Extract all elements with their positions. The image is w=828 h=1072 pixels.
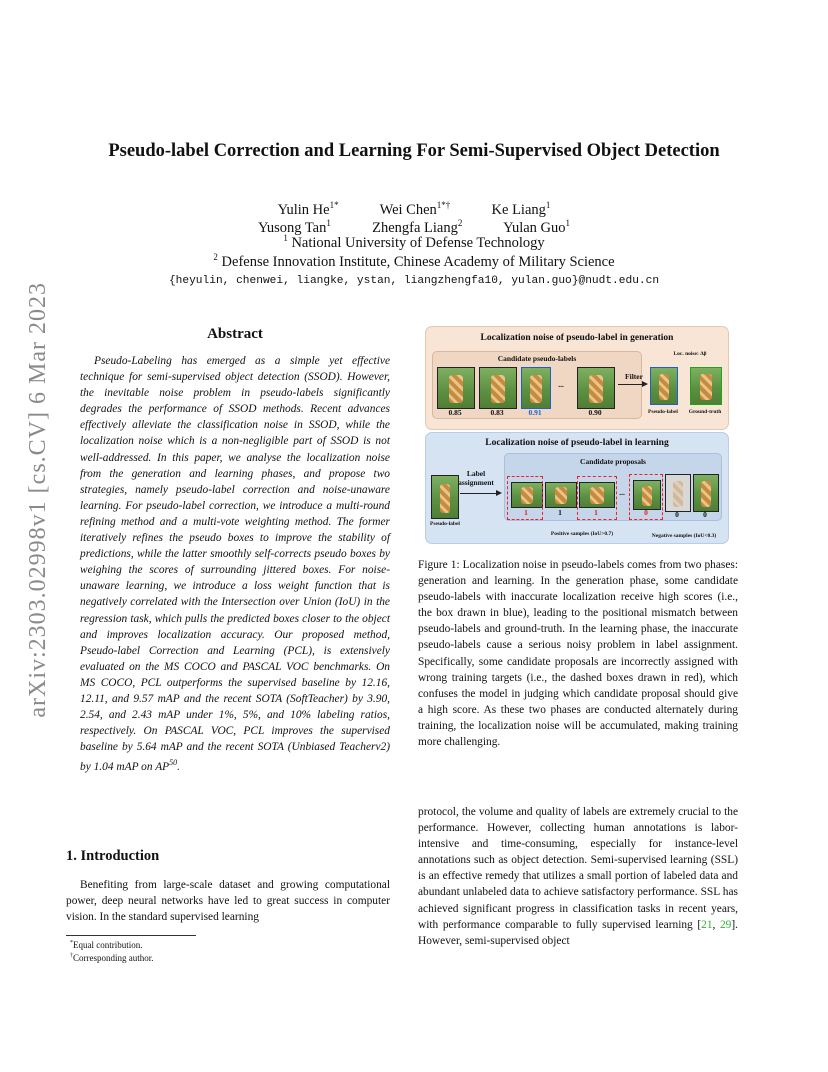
figure-caption: Figure 1: Localization noise in pseudo-labels comes from two phases: generation and learning. In the generation phase, some candidate pseudo-labels with inaccurate localization receive high scores (i.e., the box drawn in blue), leading to the positional mismatch between pseudo-labels and ground-truth. In the learning phase, the inaccurate pseudo-labels cause a serious noisy problem in label assignment. Specifically, some candidate proposals are incorrectly assigned with wrong training targets (i.e., the dashed boxes drawn in red), which confuses the model in judging which candidate proposal should give a high score. As these two phases are conducted alternately during training, the localization noise will be accumulated, making training more challenging. xyxy=(418,559,738,749)
citation-link[interactable]: 21 xyxy=(701,918,713,931)
proposals-label: Candidate proposals xyxy=(580,457,646,466)
author: Zhengfa Liang$^2$ xyxy=(372,218,463,236)
candidates-label: Candidate pseudo-labels xyxy=(497,354,577,363)
score: 0.83 xyxy=(490,408,504,417)
score: 0.90 xyxy=(588,408,602,417)
target: 0 xyxy=(703,510,707,519)
score: 0.85 xyxy=(448,408,462,417)
candidate-image xyxy=(437,367,475,409)
footnote-rule xyxy=(66,935,196,936)
learning-panel xyxy=(425,432,729,544)
intro-heading: 1. Introduction xyxy=(66,848,160,864)
proposals-box xyxy=(504,453,722,521)
candidate-image-blue xyxy=(521,367,551,409)
citation-link[interactable]: 29 xyxy=(719,918,732,931)
label-assignment-label: Label assignment xyxy=(458,469,494,487)
author-emails: {heyulin, chenwei, liangke, ystan, liangzhengfa10, yulan.guo}@nudt.edu.cn xyxy=(168,275,660,287)
pseudo-label-left-image xyxy=(431,475,459,519)
figure-1 xyxy=(425,326,729,544)
affiliation-1: $^1$ National University of Defense Technology xyxy=(283,233,545,251)
author: Wei Chen$^{1*\dagger}$ xyxy=(379,200,451,218)
candidate-image xyxy=(479,367,517,409)
target: 1 xyxy=(558,508,562,517)
author: Yulan Guo$^1$ xyxy=(503,218,571,236)
learning-title: Localization noise of pseudo-label in learning xyxy=(485,438,669,448)
pseudo-label-caption: Pseudo-label xyxy=(648,409,678,415)
arxiv-id: arXiv:2303.02998v1 [cs.CV] 6 Mar 2023 xyxy=(24,282,51,718)
intro-body: Benefiting from large-scale dataset and growing computational power, deep neural networks have led to great success in computer vision. In the standard supervised learning xyxy=(66,879,390,924)
ground-truth-caption: Ground-truth xyxy=(688,409,722,415)
footnote-2: †Corresponding author. xyxy=(70,953,154,963)
right-column-body: protocol, the volume and quality of labels are extremely crucial to the performance. However, collecting human annotations is labor-intensive and time-consuming, especially for instance-level annotations such as object detection. Semi-supervised learning (SSL) is an effective remedy that utilizes a small portion of labeled data and abundant unlabeled data to achieve satisfactory performance. SSL has achieved significant progress in classification tasks in recent years, with performance comparable to fully supervised learning [21, 29]. However, semi-supervised object xyxy=(418,806,738,947)
candidates-box xyxy=(432,351,642,419)
loc-noise-label: Loc. noise: Δβ xyxy=(673,351,707,357)
assignment-arrow xyxy=(460,493,500,494)
filter-arrow xyxy=(618,384,646,385)
target: 0 xyxy=(675,510,679,519)
score-blue: 0.91 xyxy=(528,408,542,417)
proposal-image xyxy=(545,482,577,508)
abstract-heading: Abstract xyxy=(207,326,263,342)
filter-label: Filter xyxy=(625,372,643,381)
author: Yulin $He^{1*}$ xyxy=(277,200,339,218)
generation-title: Localization noise of pseudo-label in generation xyxy=(480,333,674,343)
abstract-body: Pseudo-Labeling has emerged as a simple yet effective technique for semi-supervised object detection (SSOD). However, the inevitable noise problem in pseudo-labels significantly degrades the performance of SSOD methods. Recent advances effectively alleviate the classification noise in SSOD, while the localization noise which is a non-negligible part of SSOD is not well-addressed. In this paper, we analyse the localization noise from the generation and learning phases, and propose two strategies, namely pseudo-label correction and noise-unaware learning. For pseudo-label correction, we introduce a multi-round refining method and a multi-vote weighting method. The former iteratively refines the pseudo boxes to improve the stability of predictions, while the latter smoothly self-corrects pseudo boxes by weighing the scores of surrounding jittered boxes. For noise-unaware learning, we introduce a loss weight function that is negatively correlated with the Intersection over Union (IoU) in the regression task, which pulls the predicted boxes closer to the object and improves localization accuracy. Our proposed method, Pseudo-label Correction and Learning (PCL), is extensively evaluated on the MS COCO and PASCAL VOC benchmarks. On MS COCO, PCL outperforms the supervised baseline by 12.16, 12.11, and 9.57 mAP and the recent SOTA (SoftTeacher) by 3.90, 2.54, and 2.43 mAP under 1%, 5%, and 10% labeling ratios, respectively. On PASCAL VOC, PCL improves the supervised baseline by 5.64 mAP and the recent SOTA (Unbiased Teacherv2) by 1.04 mAP on AP$^{50}$. xyxy=(80,355,390,774)
target: 0 xyxy=(644,508,648,517)
proposal-image xyxy=(693,474,719,512)
target: 1 xyxy=(524,508,528,517)
author: Ke Liang$^1$ xyxy=(491,200,551,218)
ellipsis: ... xyxy=(558,380,564,389)
negative-samples-label: Negative samples (IoU<0.3) xyxy=(651,533,717,539)
pseudo-label-image xyxy=(650,367,678,405)
candidate-image xyxy=(577,367,615,409)
ground-truth-image xyxy=(690,367,722,405)
positive-samples-label: Positive samples (IoU>0.7) xyxy=(550,531,614,537)
target: 1 xyxy=(594,508,598,517)
generation-panel xyxy=(425,326,729,430)
affiliation-2: $^2$ Defense Innovation Institute, Chinese Academy of Military Science xyxy=(213,252,615,270)
ellipsis: ... xyxy=(619,488,625,497)
arxiv-stamp xyxy=(18,282,58,718)
footnote-1: *Equal contribution. xyxy=(70,940,143,950)
pseudo-label-left-caption: Pseudo-label xyxy=(430,521,460,527)
author: Yusong Tan$^1$ xyxy=(257,218,331,236)
paper-title: Pseudo-label Correction and Learning For Semi-Supervised Object Detection xyxy=(108,141,720,161)
proposal-image xyxy=(665,474,691,512)
